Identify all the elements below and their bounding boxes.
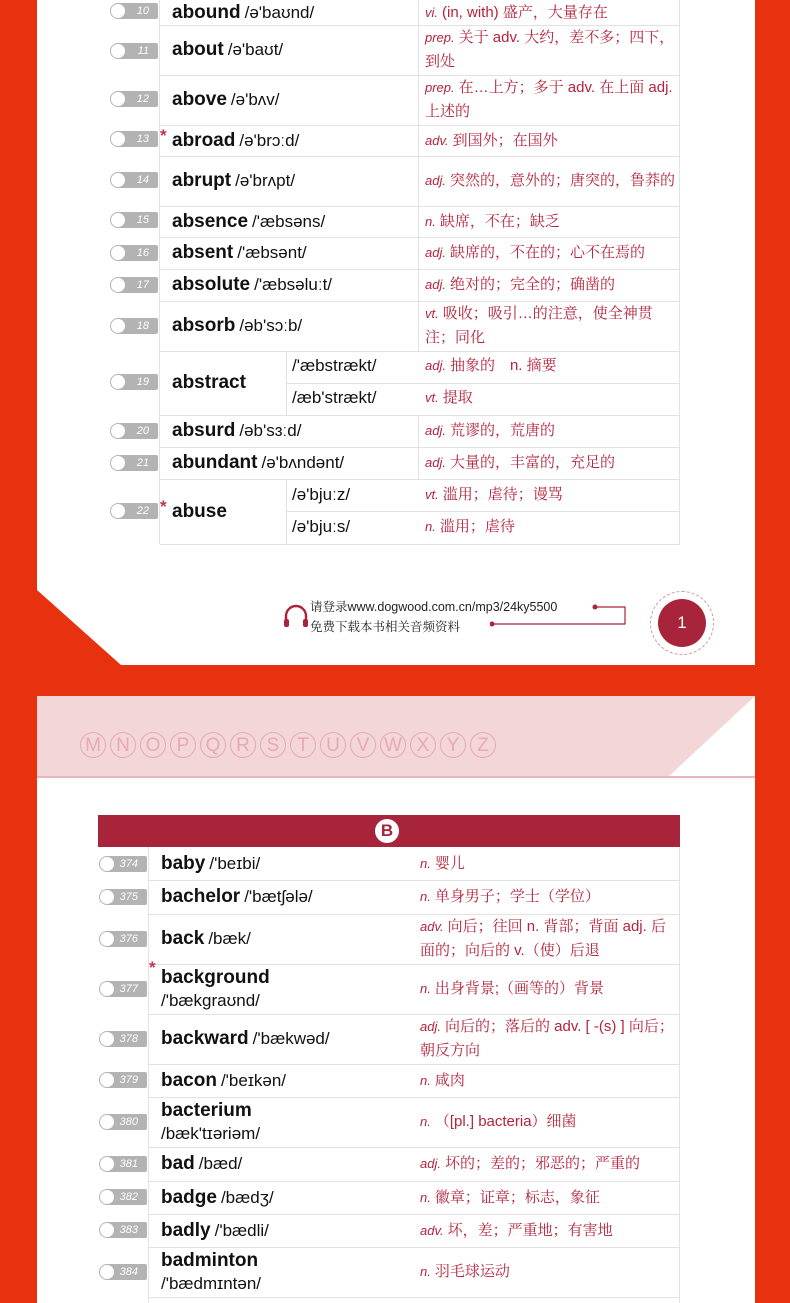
- entry-number: 10: [136, 5, 149, 17]
- phonetic: /bædʒ/: [220, 1187, 274, 1207]
- table-row: [149, 1181, 680, 1215]
- page-number: 1: [658, 599, 706, 647]
- part-of-speech: adj.: [425, 173, 446, 188]
- phonetic: /'bædmɪntən/: [161, 1274, 262, 1293]
- headword: backward: [161, 1028, 249, 1049]
- definition: 坏，差；严重地；有害地: [447, 1221, 613, 1239]
- entry-number: 378: [119, 1033, 138, 1045]
- table-row: [160, 125, 680, 157]
- entry-number: 377: [119, 983, 138, 995]
- definition: 吸收；吸引…的注意，使全神贯注；同化: [425, 305, 653, 346]
- table-row: [149, 1014, 680, 1065]
- table-left-border: [159, 0, 160, 544]
- table-row: [149, 914, 680, 965]
- part-of-speech: n.: [420, 1264, 431, 1279]
- audio-checkbox-384[interactable]: [99, 1264, 147, 1280]
- part-of-speech: prep.: [425, 30, 455, 45]
- divider: [286, 511, 680, 512]
- definition: 在…上方；多于 adv. 在上面 adj. 上述的: [425, 79, 673, 120]
- definition: 出身背景;（画等的）背景: [434, 980, 605, 997]
- definition: 绝对的；完全的；确凿的: [449, 276, 615, 293]
- entry-number: 383: [119, 1224, 138, 1236]
- tab-rule: [37, 776, 755, 778]
- part-of-speech: adv.: [420, 919, 444, 934]
- letter-tab-o[interactable]: O: [140, 732, 166, 758]
- entry-number: 384: [119, 1266, 138, 1278]
- entry-number: 15: [136, 214, 149, 226]
- headphones-icon: [282, 603, 310, 631]
- letter-tab-x[interactable]: X: [410, 732, 436, 758]
- definition: 荒谬的，荒唐的: [449, 422, 555, 439]
- phonetic: /'æbstrækt/: [292, 356, 377, 375]
- part-of-speech: adj.: [425, 245, 446, 260]
- table-row: [149, 1247, 680, 1298]
- letter-tab-q[interactable]: Q: [200, 732, 226, 758]
- headword: abuse: [172, 500, 227, 522]
- table-row: [160, 25, 680, 76]
- entry-number: 381: [119, 1158, 138, 1170]
- letter-tab-p[interactable]: P: [170, 732, 196, 758]
- headword: abroad: [172, 129, 236, 151]
- part-of-speech: prep.: [425, 80, 455, 95]
- table-row: [149, 847, 680, 881]
- table-row: [149, 958, 680, 1015]
- headword: back: [161, 928, 205, 949]
- definition: 大量的，丰富的，充足的: [449, 454, 615, 471]
- definition: 向后的；落后的 adv. [ -(s) ] 向后；朝反方向: [420, 1018, 674, 1059]
- table-row: [149, 1097, 680, 1148]
- phonetic: /'æbsəns/: [252, 211, 326, 231]
- headword: abrupt: [172, 170, 232, 191]
- headword: abundant: [172, 452, 258, 473]
- headword: baby: [161, 852, 206, 874]
- audio-checkbox-22[interactable]: [110, 503, 158, 519]
- headword: absurd: [172, 420, 236, 441]
- definition: 徽章；证章；标志，象征: [434, 1188, 600, 1206]
- audio-checkbox-12[interactable]: [110, 91, 158, 107]
- headword: badge: [161, 1186, 217, 1208]
- headword: badly: [161, 1219, 211, 1241]
- headword: bad: [161, 1153, 195, 1174]
- audio-checkbox-382[interactable]: [99, 1189, 147, 1205]
- definition: 滥用；虐待；谩骂: [442, 486, 563, 503]
- audio-checkbox-16[interactable]: [110, 245, 158, 261]
- definition: (in, with) 盛产，大量存在: [442, 3, 608, 21]
- key-word-star: *: [160, 125, 167, 145]
- phonetic: /bæk/: [208, 929, 251, 948]
- headword: background: [161, 967, 270, 988]
- phonetic: /ə'bʌndənt/: [261, 453, 345, 472]
- download-description: 免费下载本书相关音频资料: [310, 620, 461, 634]
- audio-checkbox-381[interactable]: [99, 1156, 147, 1172]
- audio-checkbox-13[interactable]: [110, 131, 158, 147]
- part-of-speech: adv.: [425, 132, 449, 148]
- audio-checkbox-379[interactable]: [99, 1072, 147, 1088]
- definition: 缺席的，不在的；心不在焉的: [449, 244, 645, 261]
- letter-tab-r[interactable]: R: [230, 732, 256, 758]
- entry-number: 375: [119, 891, 138, 903]
- audio-checkbox-377[interactable]: [99, 981, 147, 997]
- headword: abound: [172, 1, 241, 23]
- table-row: [149, 880, 680, 915]
- alphabet-index: [80, 732, 496, 758]
- headword: bacterium: [161, 1100, 252, 1121]
- headword: absent: [172, 242, 234, 263]
- phonetic: /'bætʃələ/: [244, 887, 313, 906]
- headword: absolute: [172, 274, 251, 295]
- letter-tab-w[interactable]: W: [380, 732, 406, 758]
- audio-checkbox-383[interactable]: [99, 1222, 147, 1238]
- headword: about: [172, 39, 224, 60]
- audio-checkbox-15[interactable]: [110, 212, 158, 228]
- definition: 到国外；在国外: [452, 131, 558, 149]
- phonetic: /'æbsənt/: [237, 243, 307, 262]
- download-url[interactable]: 请登录www.dogwood.com.cn/mp3/24ky5500: [310, 600, 558, 614]
- phonetic: /əb'sɔːb/: [239, 316, 303, 335]
- letter-tab-m[interactable]: M: [80, 732, 106, 758]
- headword: abstract: [172, 372, 246, 393]
- audio-checkbox-374[interactable]: [99, 856, 147, 872]
- letter-tab-s[interactable]: S: [260, 732, 286, 758]
- phonetic: /bæd/: [198, 1154, 243, 1173]
- definition: （[pl.] bacteria）细菌: [434, 1113, 577, 1130]
- entry-number: 11: [137, 45, 149, 57]
- table-row: [160, 156, 680, 207]
- phonetic: /'beɪbi/: [209, 853, 261, 873]
- audio-checkbox-19[interactable]: [110, 374, 158, 390]
- audio-checkbox-376[interactable]: [99, 931, 147, 947]
- headword: bachelor: [161, 886, 241, 907]
- letter-tab-t[interactable]: T: [290, 732, 316, 758]
- part-of-speech: n.: [420, 1189, 431, 1205]
- phonetic: /ə'bʌv/: [230, 90, 280, 109]
- entry-number: 379: [119, 1074, 138, 1086]
- table-left-border: [148, 847, 149, 1303]
- headword: absence: [172, 210, 249, 232]
- entry-number: 14: [136, 174, 149, 186]
- definition: 关于 adv. 大约，差不多；四下，到处: [425, 29, 675, 70]
- part-of-speech: adv.: [420, 1222, 444, 1238]
- table-row: [160, 206, 680, 238]
- definition: 单身男子；学士（学位）: [434, 888, 600, 905]
- phonetic: /ə'baʊt/: [227, 40, 284, 59]
- definition: 突然的，意外的；唐突的，鲁莽的: [449, 172, 675, 189]
- entry-number: 18: [136, 320, 149, 332]
- key-word-star: *: [160, 496, 167, 516]
- phonetic: /əb'sɜːd/: [239, 421, 302, 440]
- part-of-speech: adj.: [420, 1019, 441, 1034]
- entry-number: 22: [136, 505, 149, 517]
- entry-number: 16: [136, 247, 149, 259]
- entry-number: 20: [136, 425, 149, 437]
- phonetic: /ə'bjuːz/: [292, 485, 351, 504]
- audio-checkbox-20[interactable]: [110, 423, 158, 439]
- divider: [286, 383, 680, 384]
- table-row: [149, 1214, 680, 1248]
- definition: 提取: [442, 389, 473, 406]
- phonetic: /æb'strækt/: [292, 388, 377, 407]
- footer-connector-lines: [490, 600, 632, 632]
- tab-fold-corner: [667, 696, 755, 778]
- letter-tab-y[interactable]: Y: [440, 732, 466, 758]
- part-of-speech: adj.: [425, 277, 446, 292]
- audio-checkbox-10[interactable]: [110, 3, 158, 19]
- entry-number: 380: [119, 1116, 138, 1128]
- entry-number: 12: [136, 93, 149, 105]
- table-row: [160, 75, 680, 126]
- phonetic: /'bækgraʊnd/: [161, 991, 260, 1010]
- letter-tab-n[interactable]: N: [110, 732, 136, 758]
- definition: 坏的；差的；邪恶的；严重的: [444, 1155, 640, 1172]
- phonetic: /ə'brʌpt/: [235, 171, 296, 190]
- table-row: [160, 269, 680, 302]
- audio-checkbox-14[interactable]: [110, 172, 158, 188]
- phonetic: /bæk'tɪəriəm/: [161, 1124, 261, 1143]
- part-of-speech: vt.: [425, 487, 439, 502]
- audio-checkbox-378[interactable]: [99, 1031, 147, 1047]
- phonetic: /ə'baʊnd/: [244, 2, 315, 22]
- entry-number: 17: [136, 279, 149, 291]
- letter-tab-z[interactable]: Z: [470, 732, 496, 758]
- letter-tab-v[interactable]: V: [350, 732, 376, 758]
- headword: badminton: [161, 1250, 259, 1271]
- table-row: [160, 301, 680, 352]
- definition: 抽象的 n. 摘要: [449, 357, 557, 374]
- entry-number: 21: [136, 457, 149, 469]
- table-row: [160, 237, 680, 270]
- entry-number: 19: [136, 376, 149, 388]
- part-of-speech: vt.: [425, 390, 439, 405]
- part-of-speech: n.: [420, 1114, 431, 1129]
- table-row: [160, 447, 680, 480]
- part-of-speech: n.: [420, 889, 431, 904]
- page-fold-corner: [37, 590, 121, 665]
- table-row: [160, 351, 680, 416]
- table-right-border: [679, 0, 680, 544]
- column-divider: [418, 0, 419, 351]
- part-of-speech: adj.: [425, 455, 446, 470]
- entry-number: 374: [119, 858, 138, 870]
- phonetic: /'bækwəd/: [252, 1029, 330, 1048]
- audio-checkbox-21[interactable]: [110, 455, 158, 471]
- part-of-speech: n.: [420, 981, 431, 996]
- table-row: [160, 479, 680, 545]
- table-row: [160, 0, 680, 26]
- page-number-badge: [650, 591, 714, 655]
- part-of-speech: n.: [425, 213, 436, 229]
- entry-number: 13: [136, 133, 149, 145]
- definition: 缺席，不在；缺乏: [439, 212, 560, 230]
- table-right-border: [679, 847, 680, 1303]
- headword: absorb: [172, 315, 236, 336]
- part-of-speech: vt.: [425, 306, 439, 321]
- column-divider: [418, 415, 419, 479]
- entry-number: 376: [119, 933, 138, 945]
- headword: above: [172, 89, 227, 110]
- table-row: [160, 415, 680, 448]
- part-of-speech: adj.: [425, 423, 446, 438]
- headword: bacon: [161, 1069, 217, 1091]
- part-of-speech: n.: [425, 519, 436, 534]
- section-letter: B: [375, 819, 399, 843]
- definition: 向后；往回 n. 背部；背面 adj. 后面的；向后的 v.（使）后退: [420, 918, 666, 959]
- phonetic: /'æbsəluːt/: [254, 275, 333, 294]
- definition: 滥用；虐待: [439, 518, 515, 535]
- entry-number: 382: [119, 1191, 138, 1203]
- letter-tab-u[interactable]: U: [320, 732, 346, 758]
- table-row: [149, 1064, 680, 1098]
- phonetic: /ə'brɔːd/: [239, 130, 300, 150]
- audio-checkbox-18[interactable]: [110, 318, 158, 334]
- part-of-speech: adj.: [420, 1156, 441, 1171]
- part-of-speech: vi.: [425, 4, 438, 20]
- phonetic: /ə'bjuːs/: [292, 517, 351, 536]
- audio-checkbox-11[interactable]: [110, 43, 158, 59]
- part-of-speech: adj.: [425, 358, 446, 373]
- key-word-star: *: [149, 958, 156, 977]
- part-of-speech: n.: [420, 1072, 431, 1088]
- phonetic: /'bædli/: [214, 1220, 269, 1240]
- definition: 咸肉: [434, 1071, 465, 1089]
- phonetic: /'beɪkən/: [220, 1070, 287, 1090]
- audio-checkbox-380[interactable]: [99, 1114, 147, 1130]
- audio-checkbox-17[interactable]: [110, 277, 158, 293]
- table-row: [149, 1147, 680, 1182]
- part-of-speech: n.: [420, 855, 431, 871]
- definition: 羽毛球运动: [434, 1263, 510, 1280]
- audio-checkbox-375[interactable]: [99, 889, 147, 905]
- definition: 婴儿: [434, 854, 465, 872]
